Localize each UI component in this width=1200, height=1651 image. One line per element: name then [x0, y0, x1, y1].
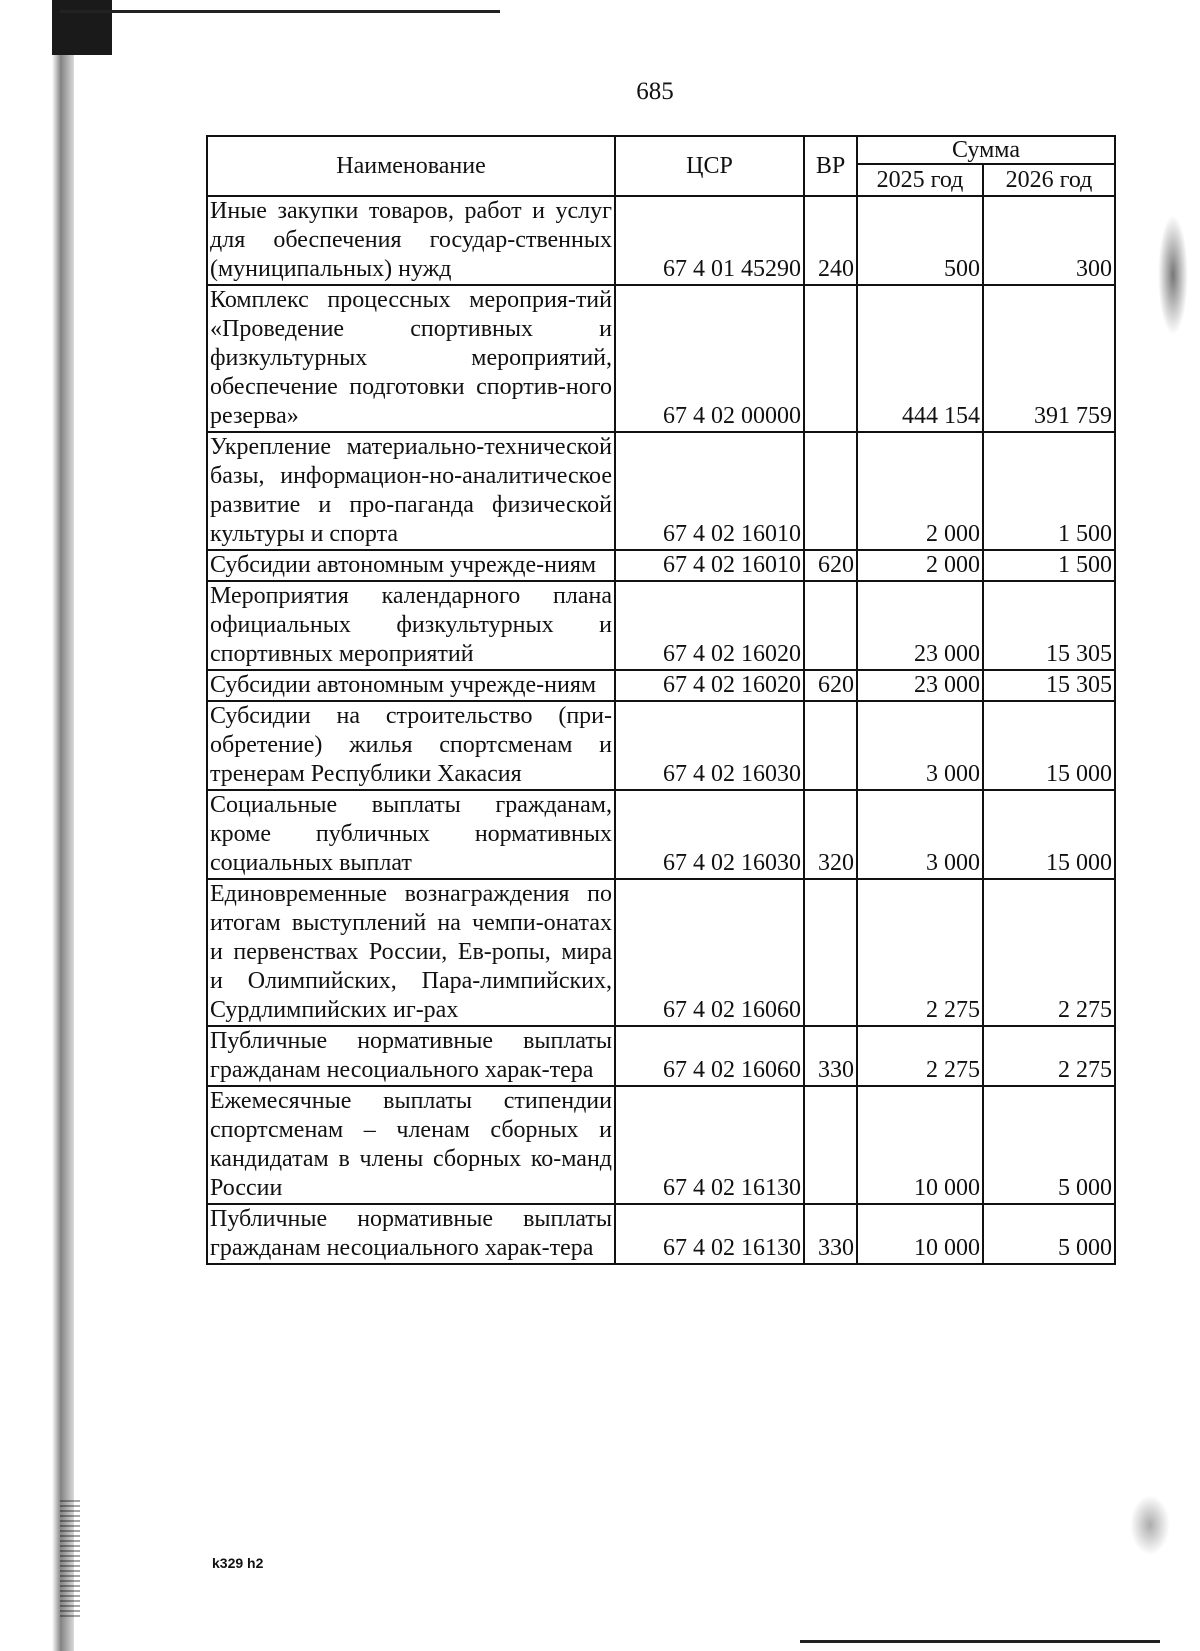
- scan-noise: [60, 1500, 80, 1620]
- row-sum-2026: 1 500: [983, 550, 1115, 581]
- row-vr: 240: [804, 196, 857, 285]
- row-vr: 320: [804, 790, 857, 879]
- page-number: 685: [636, 78, 674, 105]
- row-sum-2026: 15 305: [983, 670, 1115, 701]
- row-name: Комплекс процессных мероприя-тий «Проведение спортивных и физкультурных мероприятий, обеспечение подготовки спортив-ного резерва»: [207, 285, 615, 432]
- table-row: [207, 790, 1115, 879]
- row-sum-2025: 10 000: [857, 1086, 983, 1204]
- row-name: Укрепление материально-технической базы, информацион-но-аналитическое развитие и про-паганда физической культуры и спорта: [207, 432, 615, 550]
- row-csr: 67 4 02 16030: [615, 790, 804, 879]
- row-csr: 67 4 02 16130: [615, 1204, 804, 1264]
- row-csr: 67 4 01 45290: [615, 196, 804, 285]
- row-sum-2026: 5 000: [983, 1086, 1115, 1204]
- footer-code: k329 h2: [212, 1555, 264, 1571]
- row-sum-2025: 2 000: [857, 550, 983, 581]
- budget-table: [206, 135, 1116, 1265]
- row-name: Субсидии на строительство (при-обретение) жилья спортсменам и тренерам Республики Хакасия: [207, 701, 615, 790]
- row-name: Субсидии автономным учрежде-ниям: [207, 550, 615, 581]
- row-sum-2025: 2 275: [857, 879, 983, 1026]
- table-body: [207, 196, 1115, 1264]
- row-sum-2026: 5 000: [983, 1204, 1115, 1264]
- row-vr: [804, 285, 857, 432]
- row-csr: 67 4 02 16020: [615, 670, 804, 701]
- table-row: [207, 1204, 1115, 1264]
- row-sum-2026: 2 275: [983, 879, 1115, 1026]
- table-row: [207, 285, 1115, 432]
- row-csr: 67 4 02 16060: [615, 879, 804, 1026]
- table-row: [207, 879, 1115, 1026]
- row-name: Публичные нормативные выплаты гражданам несоциального харак-тера: [207, 1026, 615, 1086]
- table-row: [207, 1086, 1115, 1204]
- scan-top-line: [60, 10, 500, 13]
- table-row: [207, 550, 1115, 581]
- table-row: [207, 581, 1115, 670]
- row-csr: 67 4 02 16030: [615, 701, 804, 790]
- row-vr: 620: [804, 550, 857, 581]
- row-name: Ежемесячные выплаты стипендии спортсменам – членам сборных и кандидатам в члены сборных ко-манд России: [207, 1086, 615, 1204]
- row-sum-2025: 2 000: [857, 432, 983, 550]
- row-sum-2025: 10 000: [857, 1204, 983, 1264]
- row-name: Единовременные вознаграждения по итогам выступлений на чемпи-онатах и первенствах России, Ев-ропы, мира и Олимпийских, Пара-лимпийских, Сурдлимпийских иг-рах: [207, 879, 615, 1026]
- table-row: [207, 196, 1115, 285]
- row-csr: 67 4 02 16130: [615, 1086, 804, 1204]
- row-sum-2025: 23 000: [857, 581, 983, 670]
- row-sum-2026: 391 759: [983, 285, 1115, 432]
- scan-bottom-line: [800, 1640, 1160, 1643]
- row-name: Субсидии автономным учрежде-ниям: [207, 670, 615, 701]
- row-sum-2025: 3 000: [857, 790, 983, 879]
- row-sum-2026: 2 275: [983, 1026, 1115, 1086]
- row-vr: [804, 1086, 857, 1204]
- row-sum-2025: 3 000: [857, 701, 983, 790]
- table-header: [207, 136, 1115, 196]
- row-sum-2025: 500: [857, 196, 983, 285]
- header-name: Наименование: [207, 136, 615, 196]
- row-vr: [804, 701, 857, 790]
- row-vr: [804, 432, 857, 550]
- row-name: Социальные выплаты гражданам, кроме публичных нормативных социальных выплат: [207, 790, 615, 879]
- row-name: Публичные нормативные выплаты гражданам несоциального харак-тера: [207, 1204, 615, 1264]
- row-sum-2026: 300: [983, 196, 1115, 285]
- header-sum: Сумма: [857, 136, 1115, 164]
- row-sum-2026: 15 305: [983, 581, 1115, 670]
- row-vr: 330: [804, 1026, 857, 1086]
- row-sum-2025: 23 000: [857, 670, 983, 701]
- table-row: [207, 701, 1115, 790]
- table-row: [207, 1026, 1115, 1086]
- row-name: Мероприятия календарного плана официальных физкультурных и спортивных мероприятий: [207, 581, 615, 670]
- header-year-2026: 2026 год: [983, 164, 1115, 196]
- table-row: [207, 670, 1115, 701]
- table-row: [207, 432, 1115, 550]
- row-csr: 67 4 02 00000: [615, 285, 804, 432]
- header-year-2025: 2025 год: [857, 164, 983, 196]
- scan-smudge: [1130, 1495, 1170, 1555]
- row-sum-2026: 15 000: [983, 701, 1115, 790]
- row-sum-2025: 2 275: [857, 1026, 983, 1086]
- row-vr: 330: [804, 1204, 857, 1264]
- row-sum-2025: 444 154: [857, 285, 983, 432]
- scan-corner-artifact: [52, 0, 112, 55]
- row-vr: [804, 581, 857, 670]
- row-vr: [804, 879, 857, 1026]
- row-sum-2026: 15 000: [983, 790, 1115, 879]
- row-csr: 67 4 02 16010: [615, 432, 804, 550]
- header-vr: ВР: [804, 136, 857, 196]
- scan-smudge: [1158, 215, 1188, 335]
- row-name: Иные закупки товаров, работ и услуг для обеспечения государ-ственных (муниципальных) нужд: [207, 196, 615, 285]
- row-sum-2026: 1 500: [983, 432, 1115, 550]
- row-csr: 67 4 02 16010: [615, 550, 804, 581]
- row-csr: 67 4 02 16020: [615, 581, 804, 670]
- header-csr: ЦСР: [615, 136, 804, 196]
- scan-edge-shadow: [52, 0, 74, 1651]
- row-vr: 620: [804, 670, 857, 701]
- row-csr: 67 4 02 16060: [615, 1026, 804, 1086]
